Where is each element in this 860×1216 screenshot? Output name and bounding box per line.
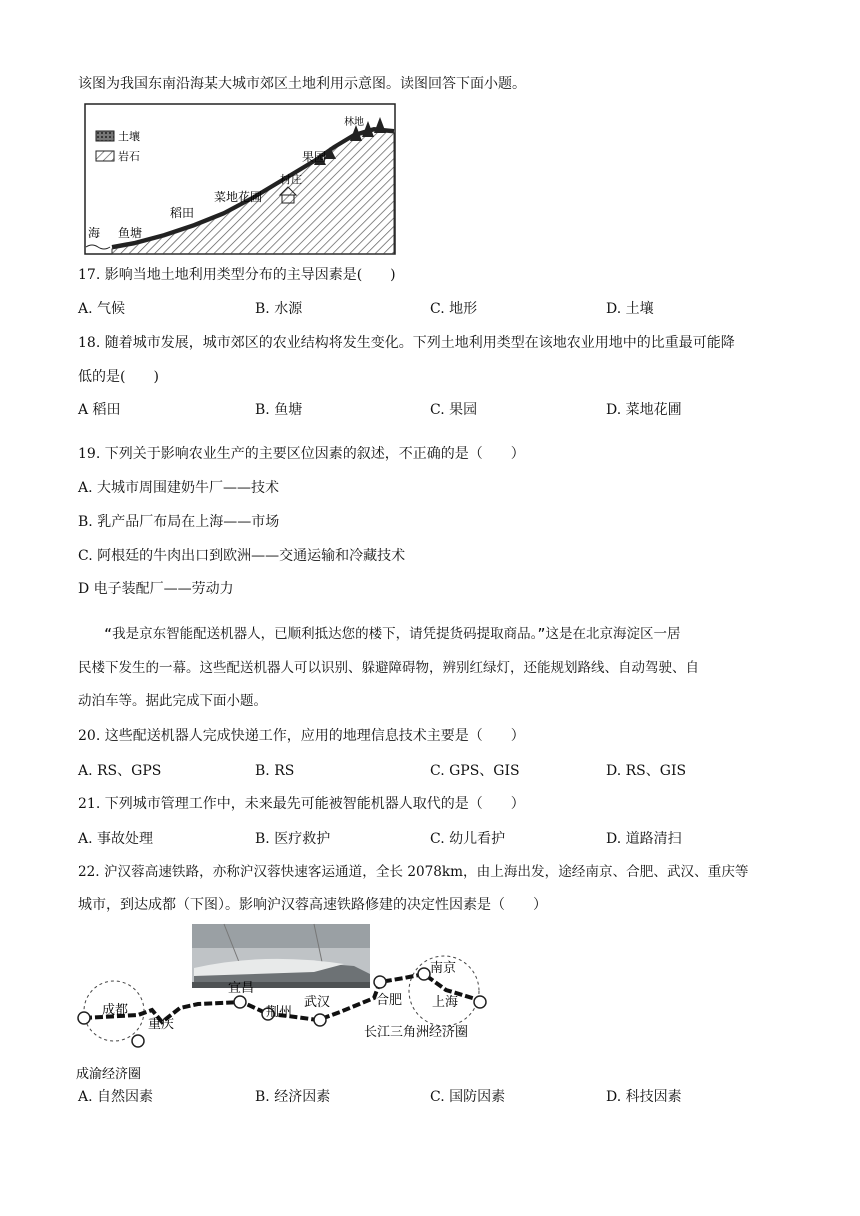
passage-line-1: “我是京东智能配送机器人，已顺利抵达您的楼下，请凭提货码提取商品。”这是在北京海淀区一居 <box>104 626 681 642</box>
label-vegetable: 菜地花圃 <box>214 190 263 204</box>
city-chongqing: 重庆 <box>148 1017 175 1032</box>
soil-legend-swatch <box>96 131 114 141</box>
q22-option-c[interactable]: C. 国防因素 <box>430 1089 506 1105</box>
city-wuhan: 武汉 <box>304 995 331 1010</box>
q18-option-a[interactable]: A 稻田 <box>78 402 121 418</box>
city-shanghai: 上海 <box>432 995 459 1010</box>
q18-stem-line2: 低的是( ) <box>78 369 159 385</box>
q19-option-b[interactable]: B. 乳产品厂布局在上海——市场 <box>78 514 280 530</box>
city-chengdu: 成都 <box>102 1003 129 1018</box>
label-fishpond: 鱼塘 <box>118 226 143 240</box>
legend-rock: 岩石 <box>118 150 140 163</box>
label-paddy: 稻田 <box>170 206 195 220</box>
label-sea: 海 <box>88 226 101 240</box>
q22-stem-line2: 城市，到达成都（下图）。影响沪汉蓉高速铁路修建的决定性因素是（ ） <box>78 897 547 913</box>
passage-line-2: 民楼下发生的一幕。这些配送机器人可以识别、躲避障碍物，辨别红绿灯，还能规划路线、自动驾驶、自 <box>78 660 699 676</box>
q17-option-c[interactable]: C. 地形 <box>430 301 478 317</box>
label-orchard: 果园 <box>302 150 327 164</box>
q19-option-a[interactable]: A. 大城市周围建奶牛厂——技术 <box>78 480 280 496</box>
train-photo <box>192 924 370 988</box>
q20-option-a[interactable]: A. RS、GPS <box>78 763 162 779</box>
q18-option-c[interactable]: C. 果园 <box>430 402 478 418</box>
q20-option-d[interactable]: D. RS、GIS <box>606 763 687 779</box>
q21-option-b[interactable]: B. 医疗救护 <box>255 831 331 847</box>
q20-stem: 20. 这些配送机器人完成快递工作，应用的地理信息技术主要是（ ） <box>78 728 525 744</box>
city-yichang: 宜昌 <box>228 981 255 996</box>
q19-option-c[interactable]: C. 阿根廷的牛肉出口到欧洲——交通运输和冷藏技术 <box>78 548 406 564</box>
q21-option-c[interactable]: C. 幼儿看护 <box>430 831 506 847</box>
q18-option-d[interactable]: D. 菜地花圃 <box>606 402 682 418</box>
yangtze-delta-label: 长江三角洲经济圈 <box>364 1025 469 1040</box>
q20-option-b[interactable]: B. RS <box>255 763 295 779</box>
q17-option-b[interactable]: B. 水源 <box>255 301 303 317</box>
q19-option-d[interactable]: D 电子装配厂——劳动力 <box>78 581 234 597</box>
q22-option-d[interactable]: D. 科技因素 <box>606 1089 682 1105</box>
q22-option-a[interactable]: A. 自然因素 <box>78 1089 154 1105</box>
land-use-figure <box>84 103 396 255</box>
q18-option-b[interactable]: B. 鱼塘 <box>255 402 303 418</box>
city-hefei: 合肥 <box>376 993 403 1008</box>
label-village: 村庄 <box>280 173 302 186</box>
q18-stem-line1: 18. 随着城市发展，城市郊区的农业结构将发生变化。下列土地利用类型在该地农业用地中的比重最可能降 <box>78 335 735 351</box>
q22-stem-line1: 22. 沪汉蓉高速铁路，亦称沪汉蓉快速客运通道，全长 2078km，由上海出发，途经南京、合肥、武汉、重庆等 <box>78 864 749 880</box>
q21-option-d[interactable]: D. 道路清扫 <box>606 831 682 847</box>
q20-option-c[interactable]: C. GPS、GIS <box>430 763 520 779</box>
q22-option-b[interactable]: B. 经济因素 <box>255 1089 331 1105</box>
passage-line-3: 动泊车等。据此完成下面小题。 <box>78 693 267 709</box>
q19-stem: 19. 下列关于影响农业生产的主要区位因素的叙述，不正确的是（ ） <box>78 446 525 462</box>
q21-option-a[interactable]: A. 事故处理 <box>78 831 154 847</box>
q17-option-d[interactable]: D. 土壤 <box>606 301 654 317</box>
city-nanjing: 南京 <box>430 961 457 976</box>
label-forest: 林地 <box>344 117 364 128</box>
city-jingzhou: 荆州 <box>266 1005 293 1020</box>
rock-legend-swatch <box>96 151 114 161</box>
q17-option-a[interactable]: A. 气候 <box>78 301 126 317</box>
q21-stem: 21. 下列城市管理工作中，未来最先可能被智能机器人取代的是（ ） <box>78 796 525 812</box>
intro-text: 该图为我国东南沿海某大城市郊区土地利用示意图。读图回答下面小题。 <box>78 76 526 92</box>
chengyu-label: 成渝经济圈 <box>76 1067 142 1082</box>
railway-figure <box>74 922 494 1082</box>
legend-soil: 土壤 <box>118 130 140 143</box>
q17-stem: 17. 影响当地土地利用类型分布的主导因素是( ) <box>78 267 396 283</box>
